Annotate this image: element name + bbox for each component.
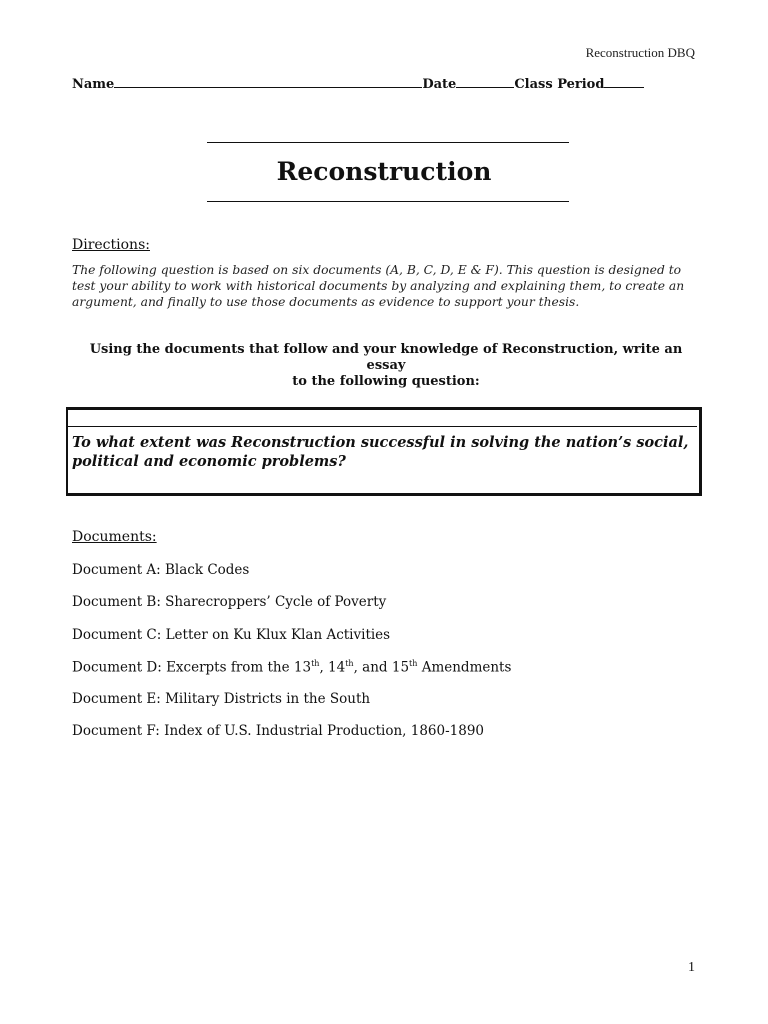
- class-period-blank: [604, 77, 644, 88]
- document-item-a: Document A: Black Codes: [72, 562, 250, 578]
- document-d-text: , and 15: [353, 659, 410, 676]
- essay-question-line: political and economic problems?: [72, 453, 346, 470]
- essay-question: [72, 433, 692, 471]
- date-blank: [456, 77, 514, 88]
- directions-text: The following question is based on six documents (A, B, C, D, E & F). This question is designed to test your ability to work with historical documents by analyzing and explaining them, to create an argument, and finally to use those documents as evidence to support your thesis.: [72, 263, 685, 309]
- essay-prompt-line: to the following question:: [292, 374, 480, 389]
- essay-question-line: To what extent was Reconstruction successful in solving the nation’s social,: [72, 434, 689, 451]
- document-item-b: Document B: Sharecroppers’ Cycle of Poverty: [72, 594, 387, 610]
- student-info-line: [72, 77, 644, 92]
- document-item-f: Document F: Index of U.S. Industrial Production, 1860-1890: [72, 723, 485, 739]
- name-blank: [114, 77, 422, 88]
- essay-prompt: [72, 342, 700, 390]
- page-title: Reconstruction: [276, 157, 492, 186]
- page-number: 1: [688, 960, 695, 975]
- title-rule-bottom: [207, 201, 569, 202]
- class-period-label: Class Period: [514, 77, 605, 92]
- documents-heading: Documents:: [72, 529, 157, 545]
- document-item-c: Document C: Letter on Ku Klux Klan Activities: [72, 627, 391, 643]
- document-item-d: [72, 659, 511, 676]
- ordinal-suffix: th: [345, 659, 354, 668]
- header-tag: Reconstruction DBQ: [585, 45, 695, 60]
- name-label: Name: [72, 77, 115, 92]
- document-d-text: Document D: Excerpts from the 13: [72, 659, 312, 676]
- essay-prompt-line: Using the documents that follow and your knowledge of Reconstruction, write an essay: [89, 342, 683, 373]
- ordinal-suffix: th: [311, 659, 320, 668]
- directions-heading: Directions:: [72, 237, 150, 253]
- date-label: Date: [422, 77, 457, 92]
- document-d-text: Amendments: [417, 659, 512, 676]
- title-rule-top: [207, 142, 569, 143]
- ordinal-suffix: th: [409, 659, 418, 668]
- document-item-e: Document E: Military Districts in the South: [72, 691, 371, 707]
- document-d-text: , 14: [319, 659, 346, 676]
